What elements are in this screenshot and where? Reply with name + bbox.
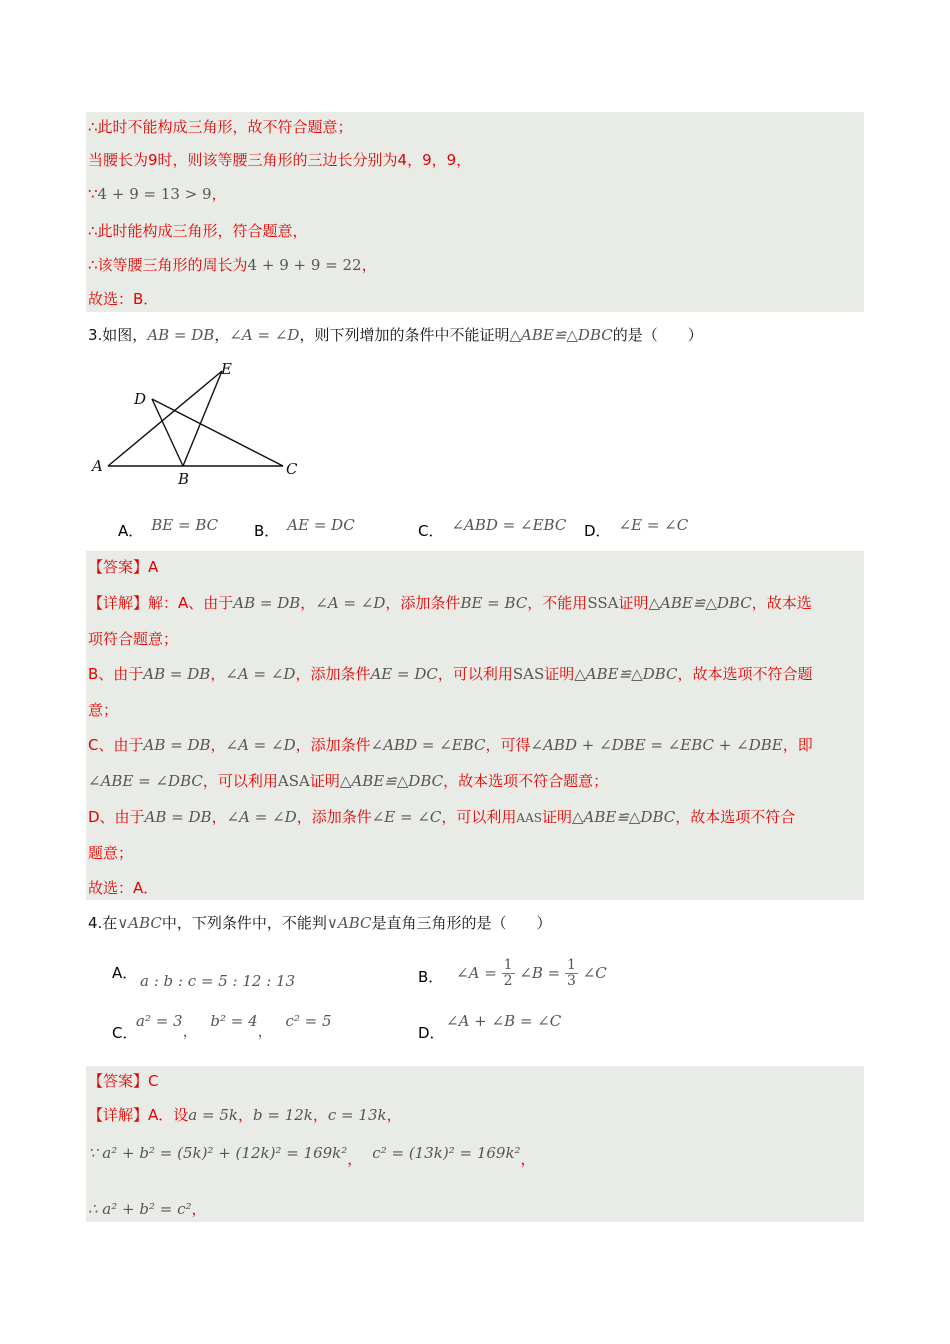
solution-line: 当腰长为9时，则该等腰三角形的三边长分别为4，9，9， — [88, 151, 472, 169]
segment-DB — [152, 399, 183, 466]
detail-line: D、由于AB = DB，∠A = ∠D，添加条件∠E = ∠C，可以利用AAS证明△ABE≌△DBC，故本选项不符合 — [88, 808, 796, 826]
triangle-figure — [88, 358, 318, 493]
option-b: B． AE = DC — [254, 516, 355, 540]
option-c: C． — [112, 1024, 138, 1042]
option-d-math: ∠A + ∠B = ∠C — [446, 1012, 562, 1030]
option-d: D． ∠E = ∠C — [584, 516, 689, 540]
solution-line: ∴该等腰三角形的周长为4 + 9 + 9 = 22， — [88, 256, 377, 274]
detail-line: ∴ a² + b² = c²， — [88, 1200, 207, 1218]
label-C: C — [286, 460, 298, 478]
label-A: A — [92, 457, 103, 475]
detail-line: 【详解】A．设a = 5k，b = 12k，c = 13k， — [88, 1106, 402, 1124]
detail-line: 题意； — [88, 844, 134, 862]
option-a-math: a : b : c = 5 : 12 : 13 — [140, 972, 296, 990]
detail-line: 项符合题意； — [88, 630, 179, 648]
segment-DC — [152, 399, 283, 466]
question-4: 4.在∨ABC中，下列条件中，不能判∨ABC是直角三角形的是（ ） — [88, 914, 552, 932]
detail-line: ∵ a² + b² = (5k)² + (12k)² = 169k²， c² = (13k)² = 169k²， — [88, 1144, 536, 1168]
detail-line: ∠ABE = ∠DBC，可以利用ASA证明△ABE≌△DBC，故本选项不符合题意； — [88, 772, 609, 790]
label-E: E — [221, 360, 232, 378]
segment-AE — [108, 371, 222, 466]
solution-line: ∴此时不能构成三角形，故不符合题意； — [88, 118, 353, 136]
option-b: B． ∠A = $\frac{1}{2}$ ∠B = $\frac{1}{3}$ ∠C — [418, 957, 607, 989]
detail-line: B、由于AB = DB，∠A = ∠D，添加条件AE = DC，可以利用SAS证明△ABE≌△DBC，故本选项不符合题 — [88, 665, 813, 683]
label-B: B — [178, 470, 190, 488]
option-d: D． — [418, 1024, 445, 1042]
option-c: C． ∠ABD = ∠EBC — [418, 516, 567, 540]
answer-label: 【答案】A — [88, 558, 159, 576]
solution-line: ∵4 + 9 = 13 > 9， — [88, 185, 227, 203]
option-a: A． BE = BC — [118, 516, 219, 540]
label-D: D — [134, 390, 147, 408]
option-a: A． — [112, 964, 138, 982]
answer-label: 【答案】C — [88, 1072, 159, 1090]
solution-line: 故选：B． — [88, 290, 159, 308]
question-3: 3.如图，AB = DB，∠A = ∠D，则下列增加的条件中不能证明△ABE≌△DBC的是（ ） — [88, 326, 703, 344]
solution-block-q2 — [86, 112, 864, 312]
detail-line: C、由于AB = DB，∠A = ∠D，添加条件∠ABD = ∠EBC，可得∠ABD + ∠DBE = ∠EBC + ∠DBE，即 — [88, 736, 813, 754]
solution-line: ∴此时能构成三角形，符合题意， — [88, 222, 308, 240]
option-c-math: a² = 3， b² = 4， c² = 5 — [136, 1012, 332, 1040]
detail-line: 故选：A． — [88, 879, 159, 897]
detail-line: 意； — [88, 701, 119, 719]
detail-line: 【详解】解：A、由于AB = DB，∠A = ∠D，添加条件BE = BC，不能用SSA证明△ABE≌△DBC，故本选 — [88, 594, 812, 612]
